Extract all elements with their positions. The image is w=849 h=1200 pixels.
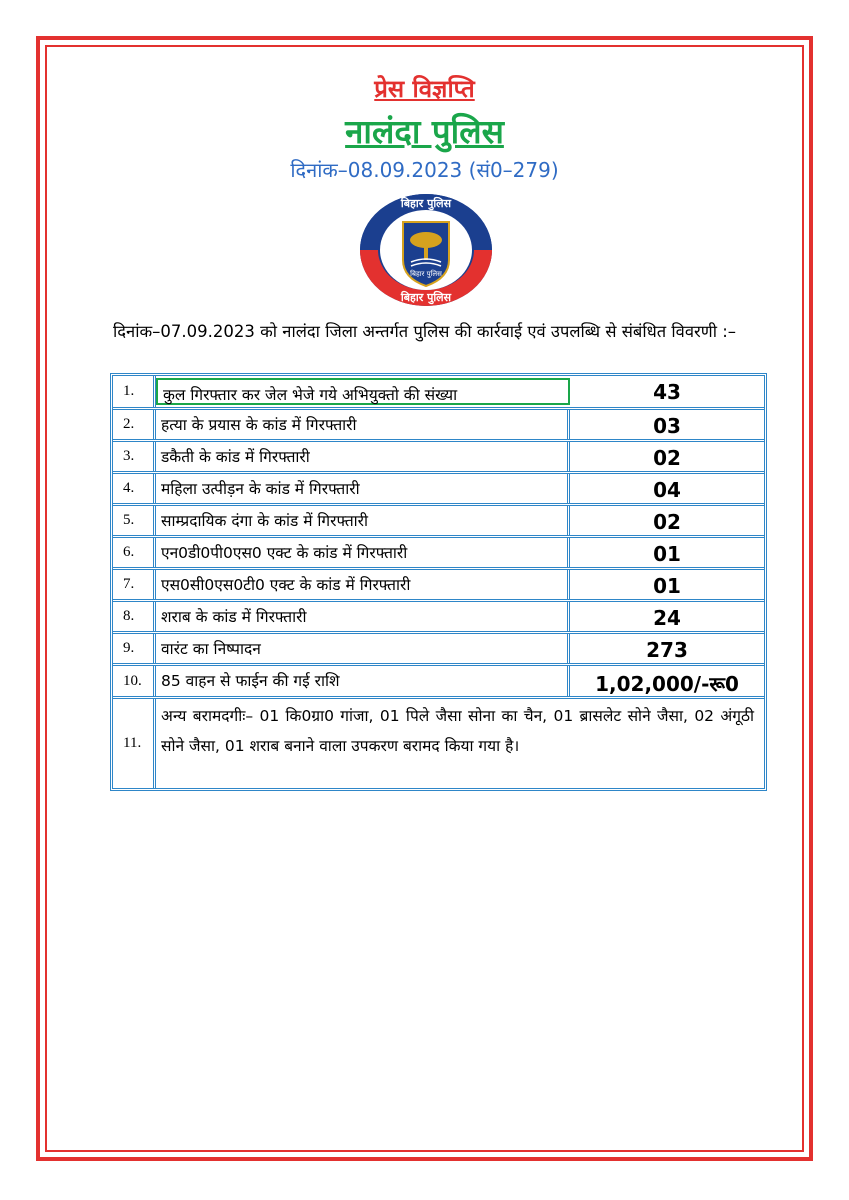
row-value: 02 [653,446,681,470]
table-row [113,699,764,788]
row-value: 03 [653,414,681,438]
row-number: 11. [113,699,156,788]
row-number: 7. [113,570,156,599]
org-title: नालंदा पुलिस [345,112,504,151]
row-description: एन0डी0पी0एस0 एक्ट के कांड में गिरफ्तारी [156,538,570,567]
bihar-police-logo [356,190,496,310]
row-value: 01 [653,542,681,566]
date-line: दिनांक–08.09.2023 (सं0–279) [290,158,559,182]
logo-top-text: बिहार पुलिस [400,197,452,210]
row-description: शराब के कांड में गिरफ्तारी [156,602,570,631]
table-row [113,376,764,410]
row-description: एस0सी0एस0टी0 एक्ट के कांड में गिरफ्तारी [156,570,570,599]
row-number: 3. [113,442,156,471]
row-description: वारंट का निष्पादन [156,634,570,663]
summary-table [110,373,767,791]
table-row [113,442,764,474]
row-number: 6. [113,538,156,567]
row-description: डकैती के कांड में गिरफ्तारी [156,442,570,471]
row-value: 02 [653,510,681,534]
row-number: 8. [113,602,156,631]
row-description: महिला उत्पीड़न के कांड में गिरफ्तारी [156,474,570,503]
row-description: 85 वाहन से फाईन की गई राशि [156,666,570,696]
logo-bottom-text: बिहार पुलिस [400,291,452,304]
table-row [113,410,764,442]
row-value: 43 [653,380,681,404]
row-value: 273 [646,638,688,662]
row-value: 04 [653,478,681,502]
row-number: 4. [113,474,156,503]
table-row [113,634,764,666]
row-description: साम्प्रदायिक दंगा के कांड में गिरफ्तारी [156,506,570,535]
table-row [113,538,764,570]
row-number: 1. [113,376,156,407]
row-number: 2. [113,410,156,439]
table-row [113,602,764,634]
row-value: 01 [653,574,681,598]
row-description: अन्य बरामदगीः– 01 कि0ग्रा0 गांजा, 01 पिले जैसा सोना का चैन, 01 ब्रासलेट सोने जैसा, 02 अंगूठी सोने जैसा, 01 शराब बनाने वाला उपकरण बरामद किया गया है। [161,707,754,755]
row-number: 10. [113,666,156,696]
table-row [113,506,764,538]
row-number: 9. [113,634,156,663]
table-row [113,570,764,602]
table-row [113,474,764,506]
logo-inner-text: बिहार पुलिस [410,270,442,278]
row-description: कुल गिरफ्तार कर जेल भेजे गये अभियुक्तो की संख्या [156,378,570,405]
row-description: हत्या के प्रयास के कांड में गिरफ्तारी [156,410,570,439]
row-value: 1,02,000/-रू0 [595,672,739,696]
row-value: 24 [653,606,681,630]
table-row [113,666,764,699]
row-number: 5. [113,506,156,535]
intro-text: दिनांक–07.09.2023 को नालंदा जिला अन्तर्गत पुलिस की कार्रवाई एवं उपलब्धि से संबंधित विवरणी :– [113,322,737,341]
press-release-title: प्रेस विज्ञप्ति [374,75,475,103]
